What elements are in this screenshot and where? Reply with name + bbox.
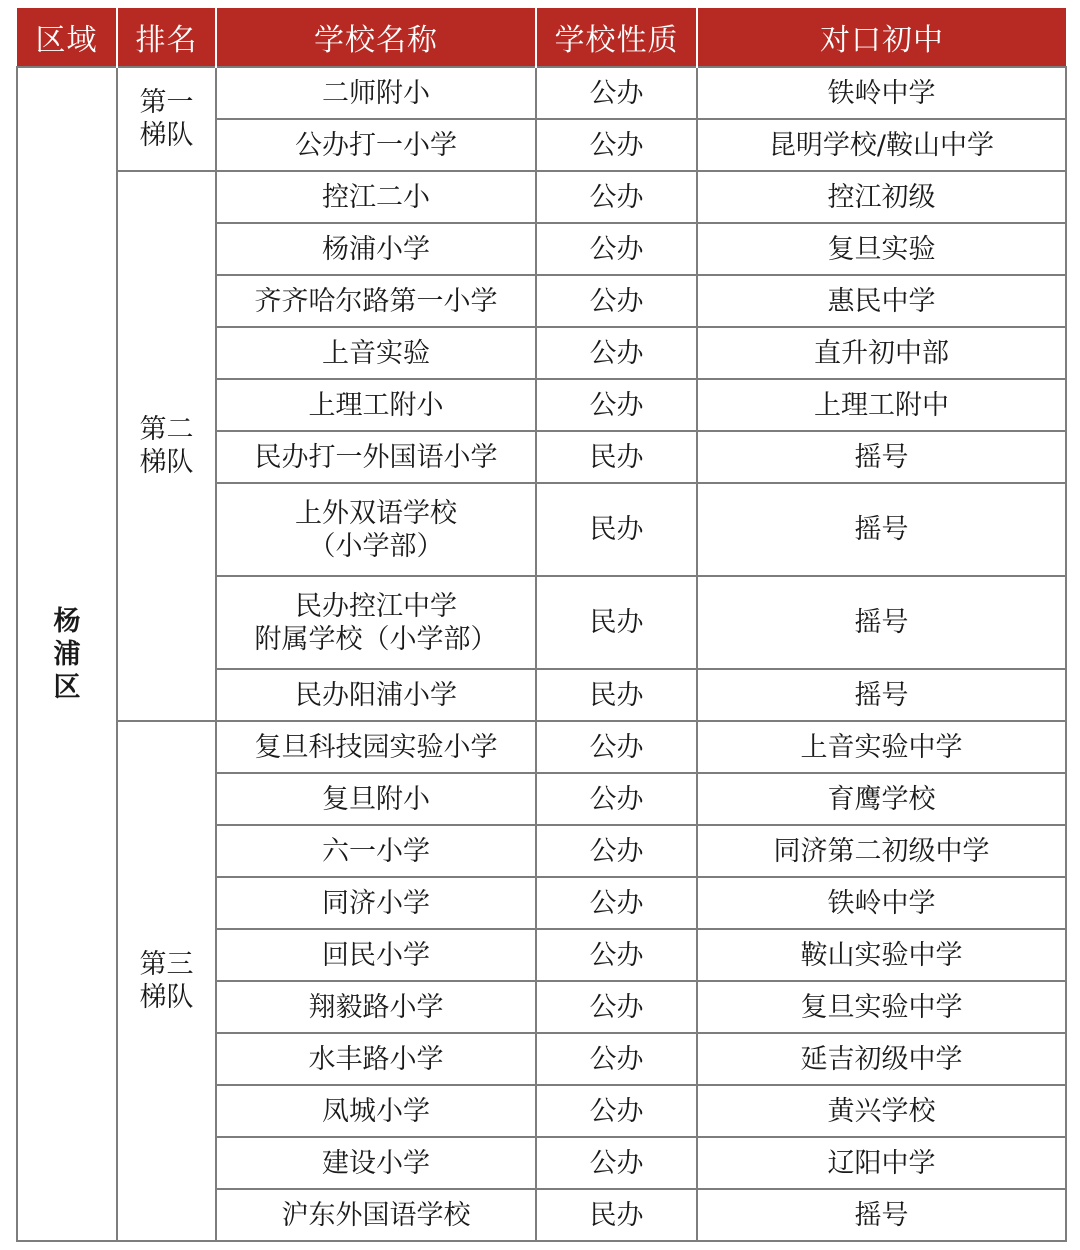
table-row [17, 721, 1066, 773]
matched-middle-school-cell: 控江初级 [697, 171, 1066, 223]
school-type-cell: 公办 [536, 223, 697, 275]
school-name-line: 回民小学 [322, 939, 430, 971]
school-name-cell [216, 877, 536, 929]
school-name-line: 复旦科技园实验小学 [254, 731, 498, 763]
header-school-type: 学校性质 [536, 8, 697, 67]
matched-middle-school-cell: 鞍山实验中学 [697, 929, 1066, 981]
school-name-cell [216, 1033, 536, 1085]
header-rank: 排名 [117, 8, 216, 67]
matched-middle-school-cell: 昆明学校/鞍山中学 [697, 119, 1066, 171]
school-name-line: 建设小学 [322, 1147, 430, 1179]
school-type-cell: 公办 [536, 1033, 697, 1085]
tier-label-cell [117, 67, 216, 171]
school-name-cell [216, 576, 536, 669]
district-char: 浦 [53, 638, 81, 670]
matched-middle-school-cell: 复旦实验 [697, 223, 1066, 275]
school-name-line: 控江二小 [322, 181, 430, 213]
school-name-line: 上理工附小 [308, 389, 444, 421]
school-type-cell: 公办 [536, 721, 697, 773]
school-type-cell: 公办 [536, 67, 697, 119]
matched-middle-school-cell: 摇号 [697, 483, 1066, 576]
school-name-line: 翔毅路小学 [308, 991, 444, 1023]
school-name-line: 复旦附小 [322, 783, 430, 815]
school-name-cell [216, 1189, 536, 1241]
school-type-cell: 公办 [536, 1137, 697, 1189]
school-name-cell [216, 825, 536, 877]
matched-middle-school-cell: 辽阳中学 [697, 1137, 1066, 1189]
school-name-line: 六一小学 [322, 835, 430, 867]
school-type-cell: 公办 [536, 825, 697, 877]
table-row [17, 171, 1066, 223]
school-name-line: （小学部） [308, 530, 444, 562]
school-name-cell [216, 981, 536, 1033]
school-name-line: 沪东外国语学校 [281, 1199, 471, 1231]
school-name-line: 二师附小 [322, 77, 430, 109]
matched-middle-school-cell: 延吉初级中学 [697, 1033, 1066, 1085]
school-type-cell: 公办 [536, 1085, 697, 1137]
matched-middle-school-cell: 摇号 [697, 576, 1066, 669]
school-type-cell: 公办 [536, 981, 697, 1033]
school-name-line: 上外双语学校 [295, 497, 457, 529]
school-name-line: 公办打一小学 [295, 129, 457, 161]
table-body [17, 67, 1066, 1241]
matched-middle-school-cell: 惠民中学 [697, 275, 1066, 327]
school-name-line: 上音实验 [322, 337, 430, 369]
matched-middle-school-cell: 育鹰学校 [697, 773, 1066, 825]
school-type-cell: 公办 [536, 275, 697, 327]
school-name-cell [216, 669, 536, 721]
matched-middle-school-cell: 摇号 [697, 431, 1066, 483]
header-matched-middle-school: 对口初中 [697, 8, 1066, 67]
table-row [17, 67, 1066, 119]
school-name-cell [216, 379, 536, 431]
school-name-cell [216, 1085, 536, 1137]
tier-label-line: 梯队 [139, 982, 194, 1013]
matched-middle-school-cell: 直升初中部 [697, 327, 1066, 379]
matched-middle-school-cell: 铁岭中学 [697, 877, 1066, 929]
tier-label-line: 第二 [139, 414, 194, 445]
school-name-cell [216, 275, 536, 327]
school-type-cell: 公办 [536, 171, 697, 223]
matched-middle-school-cell: 摇号 [697, 669, 1066, 721]
school-name-cell [216, 171, 536, 223]
tier-label-line: 梯队 [139, 120, 194, 151]
school-type-cell: 公办 [536, 119, 697, 171]
school-name-line: 水丰路小学 [308, 1043, 444, 1075]
school-type-cell: 民办 [536, 1189, 697, 1241]
school-name-cell [216, 119, 536, 171]
school-name-line: 杨浦小学 [322, 233, 430, 265]
tier-label-line: 第一 [139, 87, 194, 118]
school-type-cell: 民办 [536, 669, 697, 721]
school-name-line: 附属学校（小学部） [254, 623, 498, 655]
school-name-cell [216, 431, 536, 483]
matched-middle-school-cell: 同济第二初级中学 [697, 825, 1066, 877]
school-name-cell [216, 1137, 536, 1189]
matched-middle-school-cell: 摇号 [697, 1189, 1066, 1241]
school-type-cell: 民办 [536, 576, 697, 669]
school-name-cell [216, 773, 536, 825]
matched-middle-school-cell: 复旦实验中学 [697, 981, 1066, 1033]
matched-middle-school-cell: 上理工附中 [697, 379, 1066, 431]
table-header [17, 8, 1066, 67]
school-name-line: 凤城小学 [322, 1095, 430, 1127]
school-name-cell [216, 327, 536, 379]
school-name-line: 民办阳浦小学 [295, 679, 457, 711]
matched-middle-school-cell: 上音实验中学 [697, 721, 1066, 773]
school-type-cell: 民办 [536, 431, 697, 483]
school-name-cell [216, 721, 536, 773]
district-cell [17, 67, 117, 1241]
district-char: 区 [53, 671, 81, 703]
school-name-line: 齐齐哈尔路第一小学 [254, 285, 498, 317]
tier-label-line: 第三 [139, 949, 194, 980]
school-name-cell [216, 223, 536, 275]
header-school-name: 学校名称 [216, 8, 536, 67]
school-name-line: 民办打一外国语小学 [254, 441, 498, 473]
matched-middle-school-cell: 黄兴学校 [697, 1085, 1066, 1137]
school-type-cell: 民办 [536, 483, 697, 576]
matched-middle-school-cell: 铁岭中学 [697, 67, 1066, 119]
school-type-cell: 公办 [536, 379, 697, 431]
school-name-line: 同济小学 [322, 887, 430, 919]
tier-label-cell [117, 171, 216, 721]
district-char: 杨 [53, 605, 81, 637]
school-name-line: 民办控江中学 [295, 590, 457, 622]
school-type-cell: 公办 [536, 773, 697, 825]
tier-label-line: 梯队 [139, 447, 194, 478]
school-type-cell: 公办 [536, 929, 697, 981]
school-type-cell: 公办 [536, 877, 697, 929]
school-name-cell [216, 67, 536, 119]
school-ranking-table [16, 8, 1067, 1242]
header-district: 区域 [17, 8, 117, 67]
school-name-cell [216, 483, 536, 576]
school-name-cell [216, 929, 536, 981]
tier-label-cell [117, 721, 216, 1241]
school-type-cell: 公办 [536, 327, 697, 379]
